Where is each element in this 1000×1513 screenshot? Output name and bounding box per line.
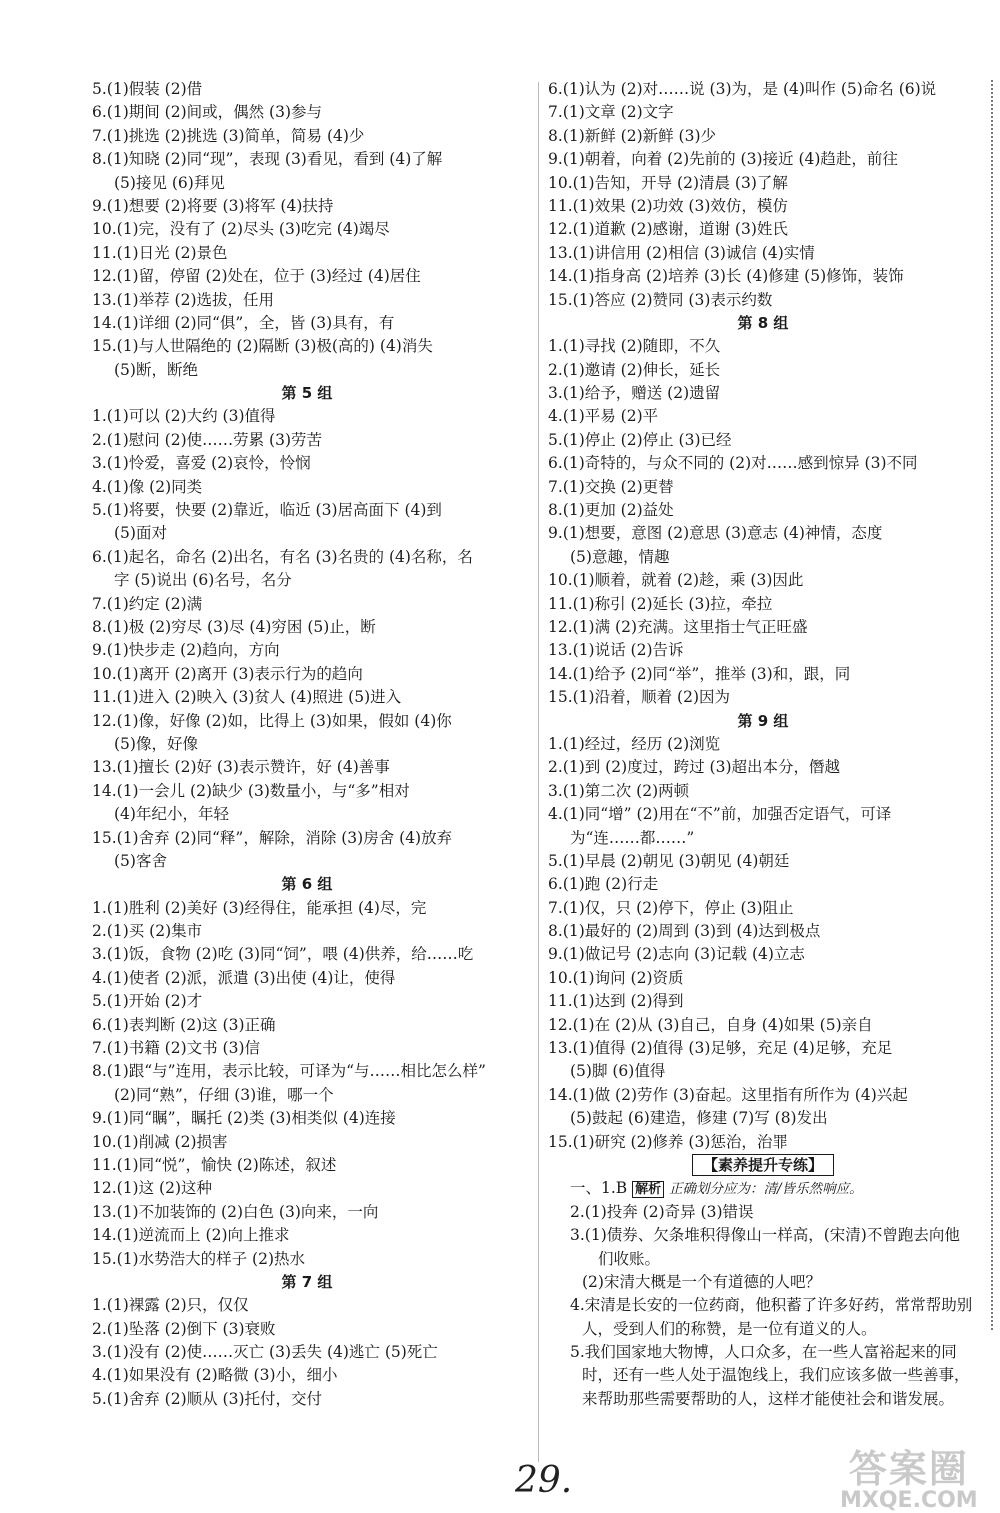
answer-line: 8.(1)知晓 (2)同“现”，表现 (3)看见，看到 (4)了解 bbox=[92, 150, 443, 169]
answer-line: 12.(1)像，好像 (2)如，比得上 (3)如果，假如 (4)你 bbox=[92, 711, 452, 730]
answer-line: 13.(1)讲信用 (2)相信 (3)诚信 (4)实情 bbox=[548, 243, 815, 262]
answer-line: 7.(1)书籍 (2)文书 (3)信 bbox=[92, 1039, 261, 1058]
answer-line: 11.(1)进入 (2)映入 (3)贫人 (4)照进 (5)进入 bbox=[92, 688, 402, 707]
answer-line: 2.(1)到 (2)度过，跨过 (3)超出本分，僭越 bbox=[548, 758, 841, 777]
answer-line: 14.(1)详细 (2)同“俱”，全，皆 (3)具有，有 bbox=[92, 313, 395, 332]
answer-line: 7.(1)仅，只 (2)停下，停止 (3)阻止 bbox=[548, 898, 794, 917]
answer-line: 6.(1)奇特的，与众不同的 (2)对……感到惊异 (3)不同 bbox=[548, 454, 918, 473]
answer-line: 4.(1)使者 (2)派，派遣 (3)出使 (4)让，使得 bbox=[92, 968, 396, 987]
answer-line: 8.(1)最好的 (2)周到 (3)到 (4)达到极点 bbox=[548, 922, 821, 941]
answer-line: 4.(1)如果没有 (2)略微 (3)小，细小 bbox=[92, 1366, 338, 1385]
watermark-logo bbox=[840, 1448, 978, 1512]
group-heading: 第 5 组 bbox=[281, 384, 333, 403]
analysis-tag: 解析 bbox=[632, 1181, 664, 1198]
group-heading: 第 7 组 bbox=[281, 1272, 333, 1291]
answer-line: 6.(1)跑 (2)行走 bbox=[548, 875, 659, 894]
answer-line: 13.(1)不加装饰的 (2)白色 (3)向来，一向 bbox=[92, 1202, 379, 1221]
answer-line: 字 (5)说出 (6)名号，名分 bbox=[114, 571, 292, 590]
answer-line: 4.(1)平易 (2)平 bbox=[548, 407, 659, 426]
column-divider bbox=[538, 82, 539, 1462]
answer-prefix: 一、1.B bbox=[570, 1179, 633, 1198]
answer-line: (2)宋清大概是一个有道德的人吧？ bbox=[582, 1272, 821, 1291]
answer-line: (5)意趣，情趣 bbox=[570, 547, 670, 566]
answer-line: (5)面对 bbox=[114, 524, 167, 543]
answer-line: 5.(1)将要，快要 (2)靠近，临近 (3)居高面下 (4)到 bbox=[92, 501, 442, 520]
answer-line: (5)接见 (6)拜见 bbox=[114, 173, 225, 192]
answer-line: 11.(1)效果 (2)功效 (3)效仿，模仿 bbox=[548, 196, 788, 215]
answer-line: 13.(1)值得 (2)值得 (3)足够，充足 (4)足够，充足 bbox=[548, 1039, 893, 1058]
answer-line: 9.(1)想要，意图 (2)意思 (3)意志 (4)神情，态度 bbox=[548, 524, 883, 543]
answer-line: 9.(1)同“瞩”，瞩托 (2)类 (3)相类似 (4)连接 bbox=[92, 1109, 396, 1128]
answer-line: 7.(1)交换 (2)更替 bbox=[548, 477, 674, 496]
answer-line: 10.(1)顺着，就着 (2)趁，乘 (3)因此 bbox=[548, 571, 804, 590]
answer-line: 15.(1)舍弃 (2)同“释”，解除，消除 (3)房舍 (4)放弃 bbox=[92, 828, 453, 847]
answer-line: 12.(1)满 (2)充满。这里指士气正旺盛 bbox=[548, 617, 808, 636]
answer-line: 时，还有一些人处于温饱线上，我们应该多做一些善事， bbox=[582, 1366, 970, 1385]
answer-line: 7.(1)约定 (2)满 bbox=[92, 594, 203, 613]
answer-line: 1.(1)可以 (2)大约 (3)值得 bbox=[92, 407, 276, 426]
answer-line: 14.(1)一会儿 (2)缺少 (3)数量小，与“多”相对 bbox=[92, 781, 410, 800]
answer-line: 5.(1)停止 (2)停止 (3)已经 bbox=[548, 430, 732, 449]
answer-line: 8.(1)跟“与”连用，表示比较，可译为“与……相比怎么样” bbox=[92, 1062, 486, 1081]
answer-line: 10.(1)完，没有了 (2)尽头 (3)吃完 (4)竭尽 bbox=[92, 220, 390, 239]
answer-line: 来帮助那些需要帮助的人，这样才能使社会和谐发展。 bbox=[582, 1389, 955, 1408]
answer-line: 15.(1)答应 (2)赞同 (3)表示约数 bbox=[548, 290, 773, 309]
answer-line: 14.(1)给予 (2)同“举”，推举 (3)和，跟，同 bbox=[548, 664, 851, 683]
answer-line: 12.(1)道歉 (2)感谢，道谢 (3)姓氏 bbox=[548, 220, 788, 239]
answer-line: 6.(1)期间 (2)间或，偶然 (3)参与 bbox=[92, 103, 323, 122]
answer-line: 15.(1)与人世隔绝的 (2)隔断 (3)极(高的) (4)消失 bbox=[92, 337, 433, 356]
answer-line: 2.(1)买 (2)集市 bbox=[92, 922, 203, 941]
answer-line: 1.(1)胜利 (2)美好 (3)经得住，能承担 (4)尽，完 bbox=[92, 898, 427, 917]
answer-line: (5)像，好像 bbox=[114, 734, 198, 753]
section-heading bbox=[548, 1154, 978, 1177]
group-heading: 第 6 组 bbox=[281, 875, 333, 894]
answer-line: 们收账。 bbox=[598, 1249, 661, 1268]
answer-line: 10.(1)询问 (2)资质 bbox=[548, 968, 684, 987]
answer-line: 10.(1)削减 (2)损害 bbox=[92, 1132, 228, 1151]
answer-line: 3.(1)饭，食物 (2)吃 (3)同“饲”，喂 (4)供养，给……吃 bbox=[92, 945, 474, 964]
answer-line: 3.(1)第二次 (2)两顿 bbox=[548, 781, 690, 800]
answer-line: 12.(1)留，停留 (2)处在，位于 (3)经过 (4)居住 bbox=[92, 267, 421, 286]
answer-line: 8.(1)极 (2)穷尽 (3)尽 (4)穷困 (5)止，断 bbox=[92, 617, 376, 636]
answer-line: 15.(1)研究 (2)修养 (3)惩治，治罪 bbox=[548, 1132, 788, 1151]
answer-line: (5)断，断绝 bbox=[114, 360, 198, 379]
watermark-url: MXQE.COM bbox=[840, 1488, 978, 1513]
answer-line: (2)同“熟”，仔细 (3)谁，哪一个 bbox=[114, 1085, 334, 1104]
answer-line: 13.(1)说话 (2)告诉 bbox=[548, 641, 684, 660]
answer-line: (5)客舍 bbox=[114, 851, 167, 870]
answer-line: 7.(1)文章 (2)文字 bbox=[548, 103, 674, 122]
answer-line: 9.(1)做记号 (2)志向 (3)记载 (4)立志 bbox=[548, 945, 805, 964]
answer-line: 6.(1)起名，命名 (2)出名，有名 (3)名贵的 (4)名称，名 bbox=[92, 547, 473, 566]
answer-line: 2.(1)慰问 (2)使……劳累 (3)劳苦 bbox=[92, 430, 323, 449]
answer-line: 14.(1)做 (2)劳作 (3)奋起。这里指有所作为 (4)兴起 bbox=[548, 1085, 908, 1104]
answer-line: 4.宋清是长安的一位药商，他积蓄了许多好药，常常帮助别 bbox=[570, 1296, 973, 1315]
answer-line: 4.(1)像 (2)同类 bbox=[92, 477, 203, 496]
answer-line: 5.我们国家地大物博，人口众多，在一些人富裕起来的同 bbox=[570, 1343, 957, 1362]
answer-line: 14.(1)指身高 (2)培养 (3)长 (4)修建 (5)修饰，装饰 bbox=[548, 267, 904, 286]
answer-line: 8.(1)更加 (2)益处 bbox=[548, 501, 674, 520]
answer-line: 人，受到人们的称赞，是一位有道义的人。 bbox=[582, 1319, 877, 1338]
answer-line: 15.(1)水势浩大的样子 (2)热水 bbox=[92, 1249, 305, 1268]
answer-line: 8.(1)新鲜 (2)新鲜 (3)少 bbox=[548, 126, 717, 145]
answer-line: 9.(1)想要 (2)将要 (3)将军 (4)扶持 bbox=[92, 196, 334, 215]
answer-line: 为“连……都……” bbox=[570, 828, 695, 847]
group-heading: 第 9 组 bbox=[737, 711, 789, 730]
answer-line: 12.(1)这 (2)这种 bbox=[92, 1179, 212, 1198]
handwritten-note: 正确划分应为：清/皆乐然响应。 bbox=[669, 1181, 863, 1198]
answer-line: 3.(1)给予，赠送 (2)遗留 bbox=[548, 384, 721, 403]
answer-line: 11.(1)称引 (2)延长 (3)拉，牵拉 bbox=[548, 594, 773, 613]
answer-line: 13.(1)擅长 (2)好 (3)表示赞许，好 (4)善事 bbox=[92, 758, 390, 777]
answer-line: 11.(1)同“悦”，愉快 (2)陈述，叙述 bbox=[92, 1155, 337, 1174]
answer-line: 15.(1)沿着，顺着 (2)因为 bbox=[548, 688, 730, 707]
section-heading-box: 【素养提升专练】 bbox=[692, 1154, 834, 1176]
watermark-text: 答案圈 bbox=[848, 1447, 969, 1491]
answer-line: 7.(1)挑选 (2)挑选 (3)简单，简易 (4)少 bbox=[92, 126, 365, 145]
answer-line: 5.(1)假装 (2)借 bbox=[92, 80, 203, 98]
answer-line: 12.(1)在 (2)从 (3)自己，自身 (4)如果 (5)亲自 bbox=[548, 1015, 873, 1034]
answer-line: 2.(1)投奔 (2)奇异 (3)错误 bbox=[570, 1202, 754, 1221]
answer-line: 11.(1)达到 (2)得到 bbox=[548, 992, 684, 1011]
answer-line: 3.(1)怜爱，喜爱 (2)哀怜，怜悯 bbox=[92, 454, 311, 473]
answer-line: 14.(1)逆流而上 (2)向上推求 bbox=[92, 1226, 290, 1245]
answer-line: 9.(1)快步走 (2)趋向，方向 bbox=[92, 641, 280, 660]
answer-line: 1.(1)寻找 (2)随即，不久 bbox=[548, 337, 721, 356]
answer-line-with-analysis bbox=[548, 1177, 978, 1200]
group-heading: 第 8 组 bbox=[737, 313, 789, 332]
answer-line: 1.(1)经过，经历 (2)浏览 bbox=[548, 734, 721, 753]
answer-line: 2.(1)邀请 (2)伸长，延长 bbox=[548, 360, 721, 379]
answer-line: 6.(1)认为 (2)对……说 (3)为，是 (4)叫作 (5)命名 (6)说 bbox=[548, 80, 937, 98]
answer-line: (4)年纪小，年轻 bbox=[114, 805, 229, 824]
answer-line: (5)鼓起 (6)建造，修建 (7)写 (8)发出 bbox=[570, 1109, 828, 1128]
page-number: 29. bbox=[515, 1460, 573, 1501]
answer-line: 3.(1)没有 (2)使……灭亡 (3)丢失 (4)逃亡 (5)死亡 bbox=[92, 1343, 438, 1362]
answer-line: 1.(1)裸露 (2)只，仅仅 bbox=[92, 1296, 249, 1315]
answer-line: 3.(1)债券、欠条堆积得像山一样高，(宋清)不曾跑去向他 bbox=[570, 1226, 960, 1245]
answer-line: 2.(1)坠落 (2)倒下 (3)衰败 bbox=[92, 1319, 276, 1338]
answer-line: 5.(1)早晨 (2)朝见 (3)朝见 (4)朝廷 bbox=[548, 851, 790, 870]
answer-line: 4.(1)同“增” (2)用在“不”前，加强否定语气，可译 bbox=[548, 805, 892, 824]
left-column bbox=[92, 78, 522, 1411]
answer-line: (5)脚 (6)值得 bbox=[570, 1062, 666, 1081]
answer-line: 10.(1)离开 (2)离开 (3)表示行为的趋向 bbox=[92, 664, 363, 683]
right-column bbox=[548, 78, 978, 1411]
answer-line: 6.(1)表判断 (2)这 (3)正确 bbox=[92, 1015, 276, 1034]
answer-line: 10.(1)告知，开导 (2)清晨 (3)了解 bbox=[548, 173, 788, 192]
binding-edge-dots bbox=[991, 80, 993, 1330]
answer-line: 9.(1)朝着，向着 (2)先前的 (3)接近 (4)趋赴，前往 bbox=[548, 150, 898, 169]
answer-line: 5.(1)开始 (2)才 bbox=[92, 992, 203, 1011]
answer-line: 11.(1)日光 (2)景色 bbox=[92, 243, 228, 262]
answer-line: 13.(1)举荐 (2)选拔，任用 bbox=[92, 290, 274, 309]
answer-line: 5.(1)舍弃 (2)顺从 (3)托付，交付 bbox=[92, 1389, 323, 1408]
